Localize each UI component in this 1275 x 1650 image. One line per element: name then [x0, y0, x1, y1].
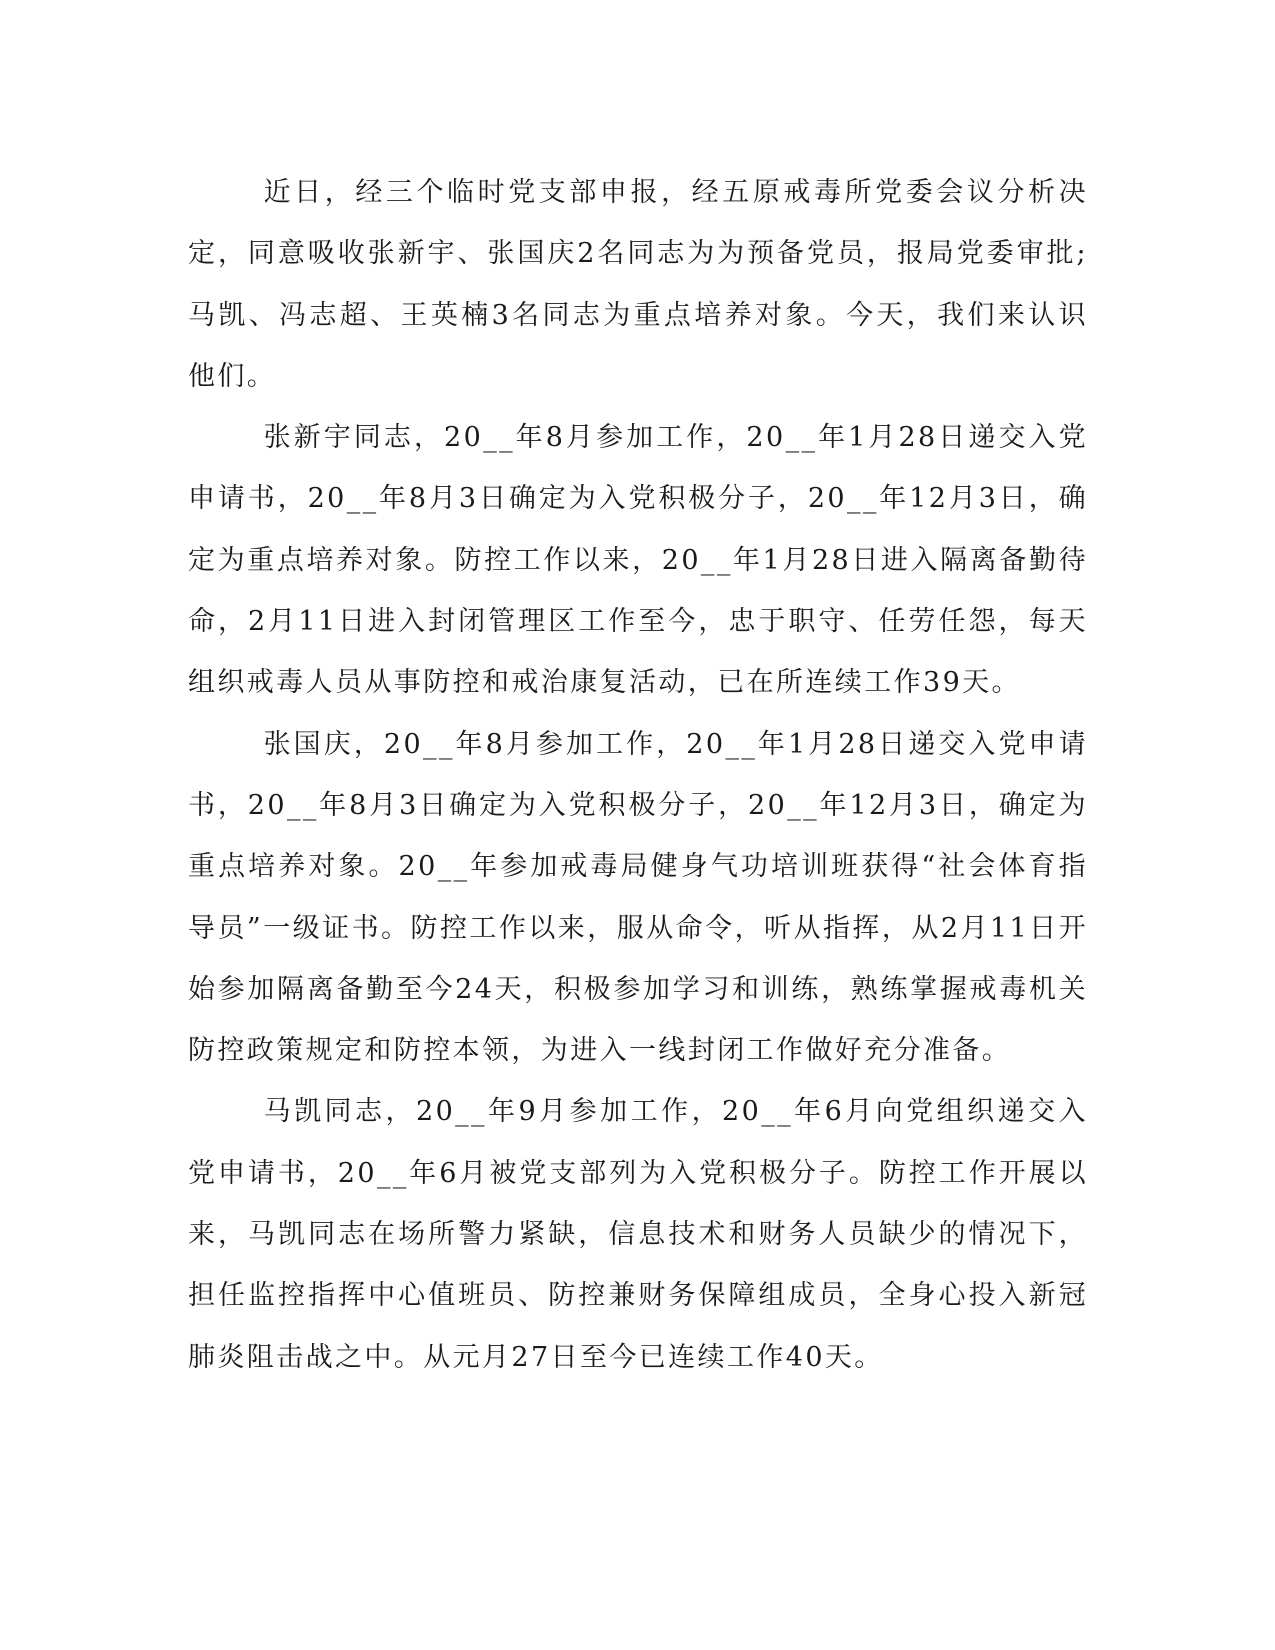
paragraph-zhang-xinyu: 张新宇同志，20__年8月参加工作，20__年1月28日递交入党申请书，20__年8月3日确定为入党积极分子，20__年12月3日，确定为重点培养对象。防控工作以来，20__年1月28日进入隔离备勤待命，2月11日进入封闭管理区工作至今，忠于职守、任劳任怨，每天组织戒毒人员从事防控和戒治康复活动，已在所连续工作39天。	[188, 422, 1088, 699]
paragraph-ma-kai: 马凯同志，20__年9月参加工作，20__年6月向党组织递交入党申请书，20__年6月被党支部列为入党积极分子。防控工作开展以来，马凯同志在场所警力紧缺，信息技术和财务人员缺少的情况下，担任监控指挥中心值班员、防控兼财务保障组成员，全身心投入新冠肺炎阻击战之中。从元月27日至今已连续工作40天。	[188, 1096, 1088, 1373]
paragraph-intro: 近日，经三个临时党支部申报，经五原戒毒所党委会议分析决定，同意吸收张新宇、张国庆2名同志为为预备党员，报局党委审批;马凯、冯志超、王英楠3名同志为重点培养对象。今天，我们来认识他们。	[188, 177, 1088, 392]
paragraph-zhang-guoqing: 张国庆，20__年8月参加工作，20__年1月28日递交入党申请书，20__年8月3日确定为入党积极分子，20__年12月3日，确定为重点培养对象。20__年参加戒毒局健身气功培训班获得“社会体育指导员”一级证书。防控工作以来，服从命令，听从指挥，从2月11日开始参加隔离备勤至今24天，积极参加学习和训练，熟练掌握戒毒机关防控政策规定和防控本领，为进入一线封闭工作做好充分准备。	[188, 728, 1088, 1067]
document-body	[188, 162, 1088, 1388]
